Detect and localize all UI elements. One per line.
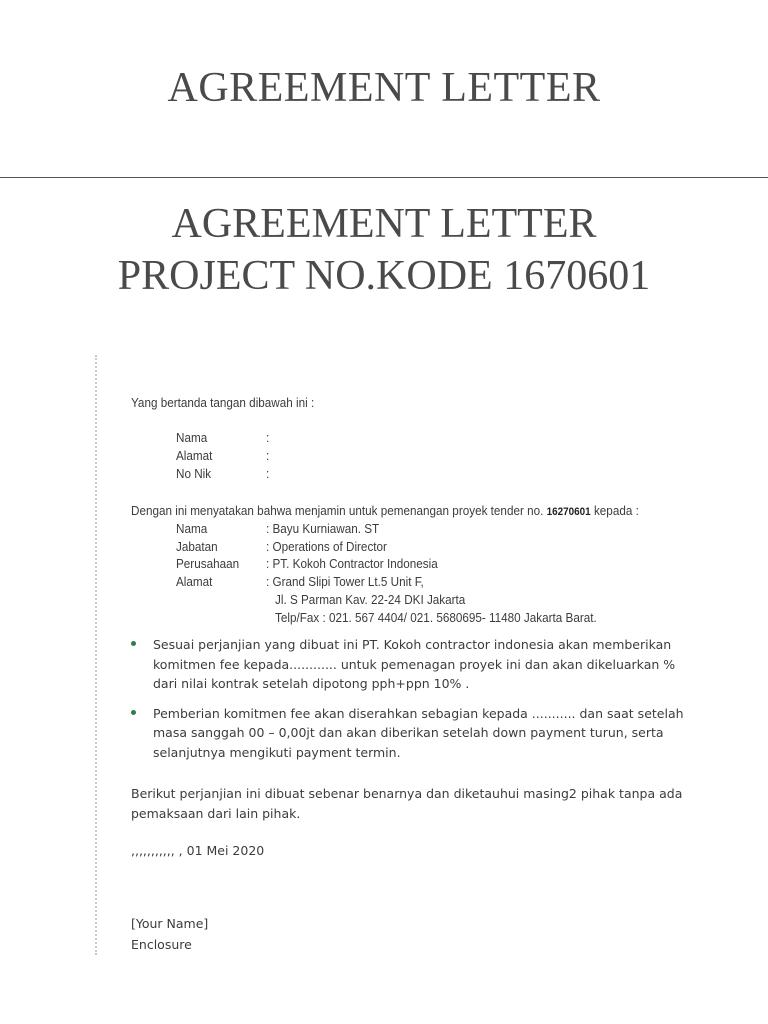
recipient-field-row — [176, 556, 438, 571]
field-label: No Nik — [176, 466, 212, 481]
field-label: Perusahaan — [176, 556, 240, 571]
address-line-3: Telp/Fax : 021. 567 4404/ 021. 5680695- 11480 Jakarta Barat. — [275, 610, 597, 625]
signer-field-row — [176, 430, 269, 445]
cover-title-line2: PROJECT NO.KODE 1670601 — [117, 253, 651, 299]
recipient-field-row — [176, 521, 379, 536]
field-label: Nama — [176, 430, 208, 445]
statement-suffix: kepada : — [593, 503, 639, 518]
list-item-text: Pemberian komitmen fee akan diserahkan sebagian kepada ........... dan saat setelah masa sanggah 00 – 0,00jt dan akan diberikan setelah down payment turun, serta selanjutnya mengikuti payment termin. — [153, 705, 684, 760]
field-value: : Bayu Kurniawan. ST — [266, 521, 380, 536]
list-item-text: Sesuai perjanjian yang dibuat ini PT. Kokoh contractor indonesia akan memberikan komitmen fee kepada............ untuk pemenagan proyek ini dan akan dikeluarkan % dari nilai kontrak setelah dipotong pph+ppn 10% . — [153, 637, 676, 691]
signature-name: [Your Name] — [131, 916, 209, 931]
signer-field-row — [176, 466, 269, 481]
bullet-icon — [131, 710, 136, 715]
address-line-2: Jl. S Parman Kav. 22-24 DKI Jakarta — [275, 592, 466, 607]
field-value: : — [266, 466, 270, 481]
date-line: ,,,,,,,,,,, , 01 Mei 2020 — [131, 843, 265, 858]
field-label: Alamat — [176, 574, 213, 589]
enclosure-label: Enclosure — [131, 937, 192, 952]
field-label: Alamat — [176, 448, 213, 463]
field-value: : — [266, 430, 270, 445]
page-divider — [0, 177, 768, 178]
tender-number: 16270601 — [546, 506, 591, 518]
list-item — [131, 704, 691, 763]
signer-field-row — [176, 448, 269, 463]
recipient-field-row — [176, 574, 424, 589]
recipient-field-row — [176, 539, 387, 554]
statement-prefix: Dengan ini menyatakan bahwa menjamin untuk pemenangan proyek tender no. — [131, 503, 544, 518]
field-label: Nama — [176, 521, 208, 536]
margin-guide-line — [95, 355, 97, 955]
field-value: : Grand Slipi Tower Lt.5 Unit F, — [266, 574, 424, 589]
terms-list — [131, 635, 691, 772]
document-title: AGREEMENT LETTER — [167, 65, 601, 111]
bullet-icon — [131, 641, 136, 646]
list-item — [131, 635, 691, 694]
field-value: : Operations of Director — [266, 539, 387, 554]
statement-text — [131, 503, 639, 518]
field-value: : — [266, 448, 270, 463]
intro-text: Yang bertanda tangan dibawah ini : — [131, 395, 315, 410]
closing-paragraph: Berikut perjanjian ini dibuat sebenar benarnya dan diketauhui masing2 pihak tanpa ada pemaksaan dari lain pihak. — [131, 786, 683, 821]
cover-title — [0, 198, 768, 302]
field-label: Jabatan — [176, 539, 218, 554]
field-value: : PT. Kokoh Contractor Indonesia — [266, 556, 438, 571]
cover-title-line1: AGREEMENT LETTER — [171, 201, 597, 247]
